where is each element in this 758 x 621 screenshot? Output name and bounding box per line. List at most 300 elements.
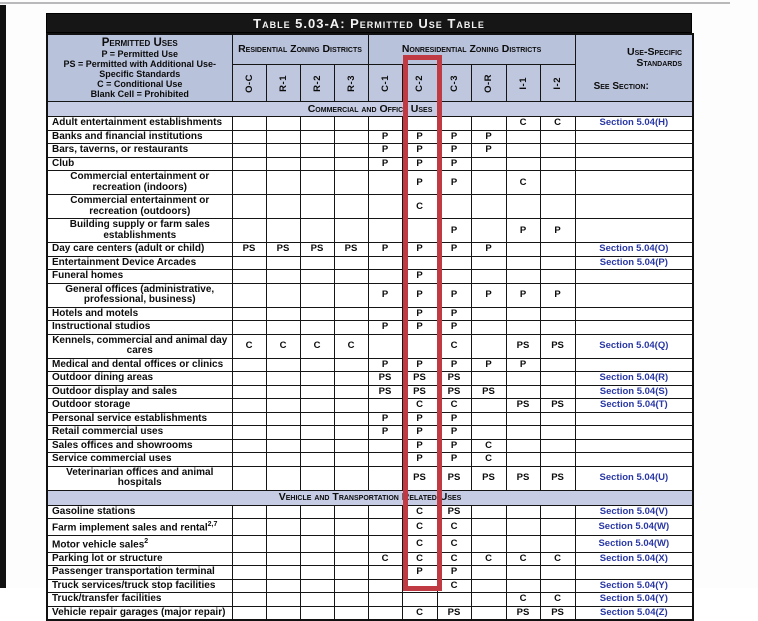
permission-cell [506, 321, 540, 335]
permission-cell [540, 157, 575, 171]
permission-cell [334, 321, 368, 335]
permission-cell [334, 579, 368, 593]
permission-cell [506, 439, 540, 453]
permission-cell: C [540, 593, 575, 607]
permission-cell [300, 552, 334, 566]
section-reference-cell [575, 283, 693, 307]
legend-cell [47, 34, 232, 102]
use-row [47, 270, 693, 284]
permission-cell [437, 195, 471, 219]
permission-cell: C [540, 117, 575, 131]
district-column-header-r-3: R-3 [334, 64, 368, 101]
permission-cell [368, 535, 402, 552]
permission-cell [368, 270, 402, 284]
permission-cell [471, 195, 506, 219]
permission-cell [471, 399, 506, 413]
permission-cell: P [402, 439, 437, 453]
permission-cell: C [506, 593, 540, 607]
permission-cell: PS [437, 505, 471, 519]
legend-line-c: C = Conditional Use [97, 79, 183, 89]
permission-cell: P [471, 144, 506, 158]
section-link[interactable]: Section 5.04(P) [599, 256, 668, 268]
use-row [47, 566, 693, 580]
use-label-cell: Entertainment Device Arcades [47, 256, 232, 270]
permission-cell [368, 307, 402, 321]
permission-cell: PS [471, 466, 506, 490]
permission-cell: C [437, 579, 471, 593]
permission-cell: P [402, 144, 437, 158]
use-label-cell: Parking lot or structure [47, 552, 232, 566]
permission-cell: PS [402, 385, 437, 399]
permission-cell: PS [437, 466, 471, 490]
permission-cell [334, 144, 368, 158]
permission-cell: PS [368, 372, 402, 386]
permission-cell: P [540, 283, 575, 307]
legend-line-blank: Blank Cell = Prohibited [90, 89, 189, 99]
use-row [47, 535, 693, 552]
permission-cell [266, 466, 300, 490]
permission-cell: C [506, 171, 540, 195]
use-label-cell: Building supply or farm sales establishments [47, 219, 232, 243]
permission-cell [232, 385, 266, 399]
permission-cell [266, 566, 300, 580]
permission-cell [300, 307, 334, 321]
permission-cell [232, 606, 266, 620]
permission-cell [232, 372, 266, 386]
permission-cell [266, 593, 300, 607]
section-reference-cell [575, 426, 693, 440]
use-label-cell: General offices (administrative, professional, business) [47, 283, 232, 307]
use-label-cell: Outdoor display and sales [47, 385, 232, 399]
permission-cell [334, 399, 368, 413]
permission-cell [368, 466, 402, 490]
permission-cell: P [402, 321, 437, 335]
permission-cell [266, 256, 300, 270]
section-link[interactable]: Section 5.04(Z) [600, 606, 668, 618]
permission-cell [368, 453, 402, 467]
permission-cell [266, 426, 300, 440]
permission-cell: PS [540, 334, 575, 358]
permission-cell [368, 219, 402, 243]
use-label-cell: Commercial entertainment or recreation (outdoors) [47, 195, 232, 219]
permission-cell: C [300, 334, 334, 358]
permission-cell [334, 566, 368, 580]
permission-cell [232, 144, 266, 158]
permission-cell: C [402, 195, 437, 219]
permission-cell [540, 130, 575, 144]
permission-cell [232, 399, 266, 413]
permission-cell: P [402, 412, 437, 426]
permission-cell [506, 505, 540, 519]
permission-cell [334, 171, 368, 195]
permission-cell: PS [437, 372, 471, 386]
permission-cell [266, 219, 300, 243]
permission-cell [506, 535, 540, 552]
permission-cell [506, 385, 540, 399]
permission-cell: C [437, 535, 471, 552]
section-link[interactable]: Section 5.04(Y) [599, 593, 668, 605]
permission-cell [300, 358, 334, 372]
permission-cell [334, 606, 368, 620]
section-reference-cell [575, 412, 693, 426]
permission-cell: P [437, 130, 471, 144]
permission-cell [368, 334, 402, 358]
permission-cell [540, 307, 575, 321]
section-link[interactable]: Section 5.04(S) [599, 385, 668, 397]
section-reference-cell [575, 117, 693, 131]
permission-cell [266, 270, 300, 284]
permission-cell [506, 256, 540, 270]
permission-cell: P [437, 321, 471, 335]
permission-cell: P [368, 144, 402, 158]
permission-cell [334, 270, 368, 284]
permission-cell: P [402, 426, 437, 440]
permission-cell: PS [300, 243, 334, 257]
permission-cell [300, 372, 334, 386]
permission-cell [266, 519, 300, 536]
permission-cell [368, 399, 402, 413]
permission-cell [368, 606, 402, 620]
permission-cell [266, 439, 300, 453]
permission-cell [232, 283, 266, 307]
section-reference-cell [575, 334, 693, 358]
district-column-header-c-1: C-1 [368, 64, 402, 101]
use-label-cell: Passenger transportation terminal [47, 566, 232, 580]
permission-cell [540, 358, 575, 372]
section-link[interactable]: Section 5.04(W) [598, 537, 670, 549]
section-reference-cell [575, 505, 693, 519]
permission-cell: PS [540, 606, 575, 620]
permission-cell: C [437, 334, 471, 358]
permission-cell [334, 157, 368, 171]
permitted-use-table-document [46, 13, 692, 621]
use-row [47, 453, 693, 467]
permission-cell [368, 439, 402, 453]
permission-cell [266, 283, 300, 307]
permission-cell [300, 321, 334, 335]
permission-cell [506, 412, 540, 426]
use-row [47, 372, 693, 386]
use-row [47, 593, 693, 607]
permission-cell: C [437, 399, 471, 413]
permission-cell [506, 130, 540, 144]
permission-cell [471, 566, 506, 580]
permission-cell [540, 579, 575, 593]
permission-cell [232, 593, 266, 607]
permission-cell [471, 535, 506, 552]
section-link[interactable]: Section 5.04(X) [599, 552, 668, 564]
use-row [47, 307, 693, 321]
permission-cell: C [471, 453, 506, 467]
permission-cell: C [471, 552, 506, 566]
district-column-header-r-1: R-1 [266, 64, 300, 101]
permission-cell [300, 466, 334, 490]
permission-cell: P [368, 321, 402, 335]
use-label-cell: Funeral homes [47, 270, 232, 284]
section-header-label: Commercial and Office Uses [47, 102, 693, 117]
permitted-use-table [46, 33, 694, 621]
permission-cell: P [471, 283, 506, 307]
permission-cell: PS [437, 606, 471, 620]
use-row [47, 195, 693, 219]
use-label-cell: Retail commercial uses [47, 426, 232, 440]
permission-cell [300, 606, 334, 620]
permission-cell [471, 256, 506, 270]
permission-cell [232, 535, 266, 552]
section-link[interactable]: Section 5.04(Q) [599, 340, 669, 351]
permission-cell [232, 358, 266, 372]
permission-cell: PS [540, 466, 575, 490]
section-header-row [47, 490, 693, 505]
use-row [47, 144, 693, 158]
permission-cell [368, 519, 402, 536]
permission-cell [300, 195, 334, 219]
permission-cell: P [402, 171, 437, 195]
section-reference-cell [575, 157, 693, 171]
permission-cell [471, 593, 506, 607]
use-label-cell: Outdoor dining areas [47, 372, 232, 386]
permission-cell [471, 372, 506, 386]
permission-cell [540, 439, 575, 453]
permission-cell [232, 256, 266, 270]
permission-cell [266, 358, 300, 372]
section-reference-cell [575, 372, 693, 386]
permission-cell [368, 195, 402, 219]
district-column-header-i-2: I-2 [540, 64, 575, 101]
permission-cell [232, 307, 266, 321]
use-row [47, 426, 693, 440]
permission-cell: P [437, 243, 471, 257]
permission-cell: P [402, 358, 437, 372]
district-column-header-o-r: O-R [471, 64, 506, 101]
section-reference-cell [575, 439, 693, 453]
permission-cell: C [402, 399, 437, 413]
permission-cell: PS [368, 385, 402, 399]
section-reference-cell [575, 519, 693, 536]
use-label-cell: Adult entertainment establishments [47, 117, 232, 131]
permission-cell: C [232, 334, 266, 358]
permission-cell: P [402, 270, 437, 284]
permission-cell [300, 157, 334, 171]
section-reference-cell [575, 307, 693, 321]
permission-cell [471, 157, 506, 171]
permission-cell [506, 243, 540, 257]
permission-cell [300, 256, 334, 270]
permission-cell [540, 519, 575, 536]
use-label-cell: Day care centers (adult or child) [47, 243, 232, 257]
permission-cell [266, 157, 300, 171]
permission-cell [540, 566, 575, 580]
permission-cell [334, 593, 368, 607]
use-table-body [47, 102, 693, 621]
permission-cell: P [471, 130, 506, 144]
legend-heading: Permitted Uses [101, 37, 178, 49]
permission-cell: P [506, 283, 540, 307]
permission-cell [232, 321, 266, 335]
section-link[interactable]: Section 5.04(T) [600, 399, 668, 411]
permission-cell [334, 385, 368, 399]
permission-cell [540, 243, 575, 257]
district-column-header-c-3: C-3 [437, 64, 471, 101]
permission-cell [232, 579, 266, 593]
permission-cell [540, 426, 575, 440]
permission-cell [506, 372, 540, 386]
section-reference-cell [575, 566, 693, 580]
permission-cell: P [437, 144, 471, 158]
permission-cell [540, 171, 575, 195]
permission-cell: C [437, 519, 471, 536]
section-link[interactable]: Section 5.04(U) [599, 472, 669, 483]
district-column-header-i-1: I-1 [506, 64, 540, 101]
permission-cell [334, 283, 368, 307]
permission-cell [437, 117, 471, 131]
permission-cell: P [437, 453, 471, 467]
use-label-cell: Club [47, 157, 232, 171]
permission-cell [471, 171, 506, 195]
section-reference-cell [575, 243, 693, 257]
permission-cell: C [506, 117, 540, 131]
permission-cell [232, 466, 266, 490]
use-row [47, 157, 693, 171]
permission-cell [437, 256, 471, 270]
permission-cell [540, 535, 575, 552]
permission-cell [266, 552, 300, 566]
permission-cell [334, 519, 368, 536]
section-link[interactable]: Section 5.04(Y) [599, 579, 668, 591]
permission-cell: PS [506, 466, 540, 490]
permission-cell: PS [402, 466, 437, 490]
permission-cell [266, 505, 300, 519]
use-label-cell: Medical and dental offices or clinics [47, 358, 232, 372]
permission-cell [540, 385, 575, 399]
permission-cell: C [437, 552, 471, 566]
use-row [47, 552, 693, 566]
section-reference-cell [575, 256, 693, 270]
permission-cell [540, 270, 575, 284]
use-row [47, 519, 693, 536]
section-header-label: Vehicle and Transportation Related Uses [47, 490, 693, 505]
permission-cell: P [402, 157, 437, 171]
permission-cell [471, 579, 506, 593]
permission-cell [266, 399, 300, 413]
use-label-cell: Bars, taverns, or restaurants [47, 144, 232, 158]
permission-cell: C [402, 606, 437, 620]
use-row [47, 505, 693, 519]
use-label-cell: Instructional studios [47, 321, 232, 335]
section-reference-cell [575, 579, 693, 593]
permission-cell [300, 535, 334, 552]
standards-title: Use-Specific Standards [627, 45, 683, 69]
section-reference-cell [575, 144, 693, 158]
use-label-cell: Service commercial uses [47, 453, 232, 467]
permission-cell: PS [232, 243, 266, 257]
permission-cell: P [402, 307, 437, 321]
use-row [47, 130, 693, 144]
permission-cell [232, 171, 266, 195]
use-row [47, 321, 693, 335]
permission-cell [540, 144, 575, 158]
permission-cell: P [368, 130, 402, 144]
permission-cell [402, 593, 437, 607]
section-link[interactable]: Section 5.04(W) [598, 520, 670, 532]
permission-cell [506, 270, 540, 284]
permission-cell [300, 593, 334, 607]
permission-cell [334, 453, 368, 467]
permission-cell [402, 334, 437, 358]
permission-cell [334, 130, 368, 144]
permission-cell [300, 566, 334, 580]
use-row [47, 358, 693, 372]
section-reference-cell [575, 358, 693, 372]
permission-cell: C [266, 334, 300, 358]
use-specific-standards-header [575, 34, 693, 102]
residential-group-header: Residential Zoning Districts [232, 34, 368, 64]
permission-cell [540, 505, 575, 519]
legend-line-ps: PS = Permitted with Additional Use-Specific Standards [63, 59, 216, 79]
use-row [47, 412, 693, 426]
permission-cell [300, 439, 334, 453]
section-link[interactable]: Section 5.04(O) [599, 243, 669, 255]
district-column-header-r-2: R-2 [300, 64, 334, 101]
permission-cell [334, 117, 368, 131]
use-label-cell: Kennels, commercial and animal day cares [47, 334, 232, 358]
permission-cell [300, 519, 334, 536]
permission-cell: C [506, 552, 540, 566]
permission-cell [300, 144, 334, 158]
permission-cell: P [368, 426, 402, 440]
permission-cell [232, 439, 266, 453]
permission-cell [506, 144, 540, 158]
permission-cell [540, 321, 575, 335]
permission-cell [300, 385, 334, 399]
section-link[interactable]: Section 5.04(V) [599, 505, 668, 517]
section-link[interactable]: Section 5.04(R) [599, 372, 669, 384]
section-reference-cell [575, 219, 693, 243]
permission-cell [300, 130, 334, 144]
permission-cell: C [402, 519, 437, 536]
section-link[interactable]: Section 5.04(H) [599, 117, 669, 129]
permission-cell [232, 552, 266, 566]
permission-cell [334, 195, 368, 219]
permission-cell [334, 426, 368, 440]
permission-cell [471, 270, 506, 284]
permission-cell: P [402, 453, 437, 467]
permission-cell: P [437, 219, 471, 243]
permission-cell [300, 399, 334, 413]
scan-edge-artifact-top [0, 2, 730, 4]
permission-cell [540, 195, 575, 219]
permission-cell: P [368, 358, 402, 372]
permission-cell: P [437, 412, 471, 426]
use-row [47, 439, 693, 453]
permission-cell [232, 130, 266, 144]
permission-cell [232, 505, 266, 519]
permission-cell [368, 579, 402, 593]
table-title: Table 5.03-A: Permitted Use Table [46, 13, 692, 33]
use-row [47, 579, 693, 593]
district-column-header-c-2: C-2 [402, 64, 437, 101]
permission-cell: P [402, 243, 437, 257]
use-label-cell: Sales offices and showrooms [47, 439, 232, 453]
permission-cell [300, 219, 334, 243]
permission-cell [300, 505, 334, 519]
permission-cell [437, 593, 471, 607]
permission-cell: C [471, 439, 506, 453]
permission-cell [506, 195, 540, 219]
permission-cell [471, 321, 506, 335]
permission-cell [540, 372, 575, 386]
use-label-cell: Hotels and motels [47, 307, 232, 321]
